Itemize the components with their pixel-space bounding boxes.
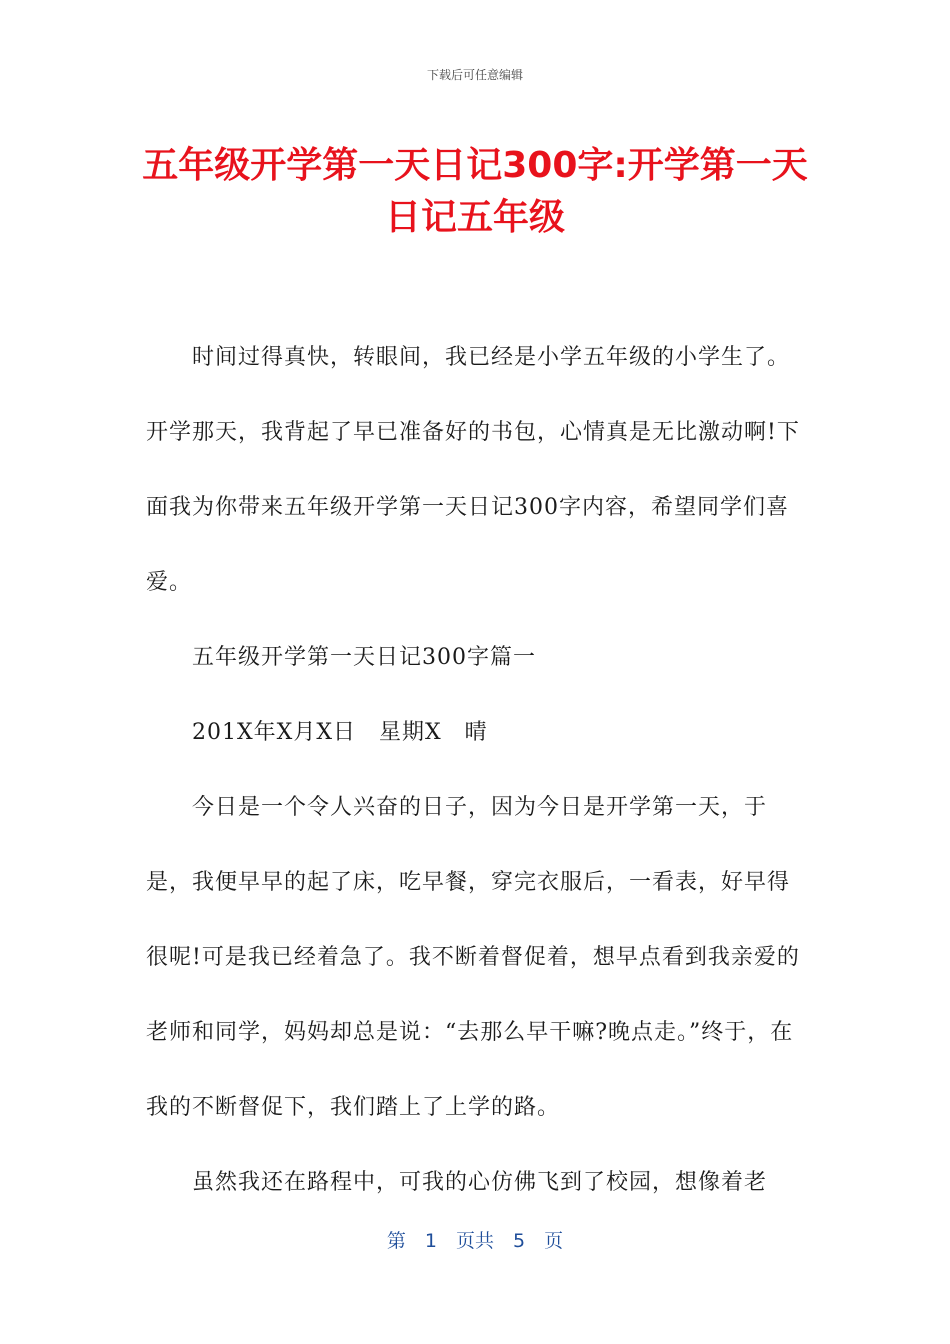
document-title: 五年级开学第一天日记300字:开学第一天日记五年级: [142, 145, 808, 238]
page-footer: 第 1 页共 5 页: [386, 1230, 564, 1252]
intro-paragraph: 时间过得真快，转眼间，我已经是小学五年级的小学生了。开学那天，我背起了早已准备好的书包，心情真是无比激动啊!下面我为你带来五年级开学第一天日记300字内容，希望同学们喜爱。: [146, 345, 800, 595]
diary-paragraph: 今日是一个令人兴奋的日子，因为今日是开学第一天，于是，我便早早的起了床，吃早餐，穿完衣服后，一看表，好早得很呢!可是我已经着急了。我不断着督促着，想早点看到我亲爱的老师和同学，妈妈却总是说：“去那么早干嘛?晚点走。”终于，在我的不断督促下，我们踏上了上学的路。: [146, 795, 800, 1120]
document-body: [146, 320, 808, 1220]
diary-date-line: 201X年X月X日 星期X 晴: [192, 720, 488, 745]
header-note: 下载后可任意编辑: [426, 68, 523, 82]
section-heading: 五年级开学第一天日记300字篇一: [192, 645, 536, 670]
diary-paragraph-continued: 虽然我还在路程中，可我的心仿佛飞到了校园，想像着老: [192, 1170, 768, 1195]
